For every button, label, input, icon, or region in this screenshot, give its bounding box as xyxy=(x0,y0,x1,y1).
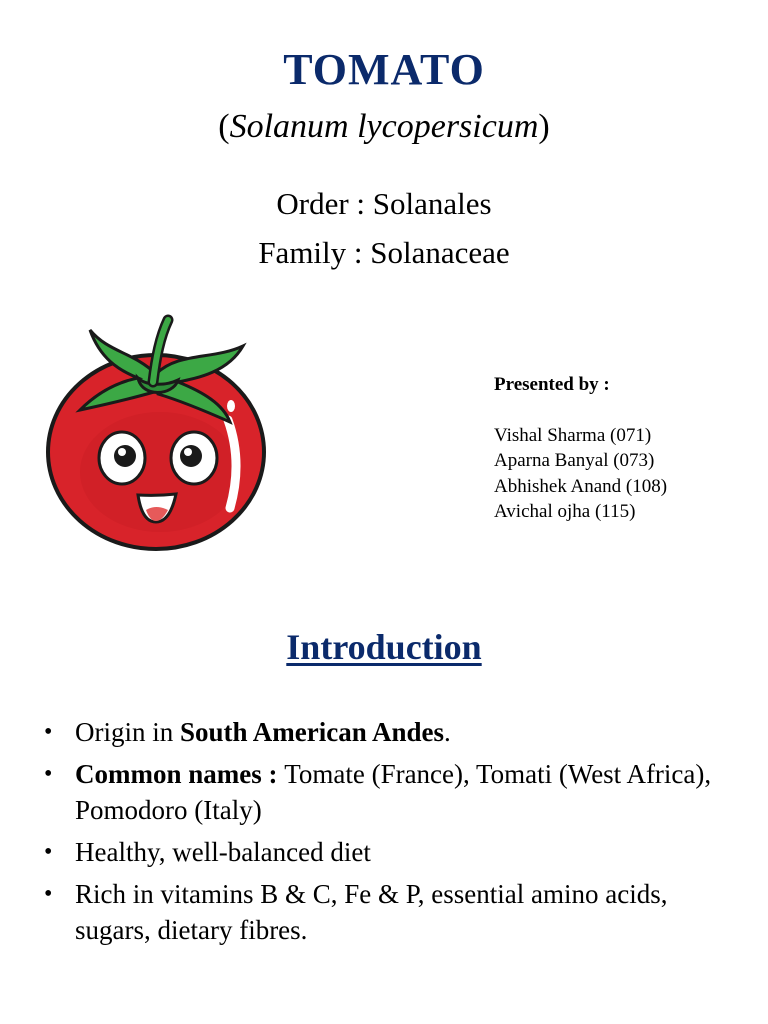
paren-open: ( xyxy=(218,108,230,145)
introduction-heading xyxy=(0,626,768,668)
bullet-bold: Common names : xyxy=(75,759,285,789)
presenter-name: Avichal ojha (115) xyxy=(494,501,636,522)
page-title: TOMATO xyxy=(283,45,485,94)
list-item xyxy=(44,876,734,948)
bullet-text: Tomate (France), Tomati (West Africa), Pomodoro (Italy) xyxy=(75,759,712,825)
scientific-name xyxy=(0,108,768,146)
order-line: Order : Solanales xyxy=(276,186,492,221)
introduction-heading-text: Introduction xyxy=(286,627,482,667)
list-item xyxy=(44,756,734,828)
presenters-block xyxy=(494,372,667,525)
introduction-list xyxy=(44,714,734,954)
bullet-text: Origin in xyxy=(75,717,180,747)
presenter-name: Abhishek Anand (108) xyxy=(494,475,668,497)
paren-close: ) xyxy=(538,108,550,145)
tomato-cartoon-icon xyxy=(38,312,278,562)
bullet-text: . xyxy=(444,717,451,747)
bullet-text: Healthy, well-balanced diet xyxy=(75,837,371,867)
scientific-name-text: Solanum lycopersicum xyxy=(229,108,539,145)
list-item xyxy=(44,714,734,750)
list-item xyxy=(44,834,734,870)
bullet-text: Rich in vitamins B & C, Fe & P, essential amino acids, sugars, dietary fibres. xyxy=(75,879,668,945)
presenter-name: Vishal Sharma (071) xyxy=(494,424,652,446)
bullet-bold: South American Andes xyxy=(180,717,445,747)
presenters-heading: Presented by : xyxy=(494,374,610,395)
presenter-name: Aparna Banyal (073) xyxy=(494,450,655,471)
family-line: Family : Solanaceae xyxy=(258,235,510,270)
